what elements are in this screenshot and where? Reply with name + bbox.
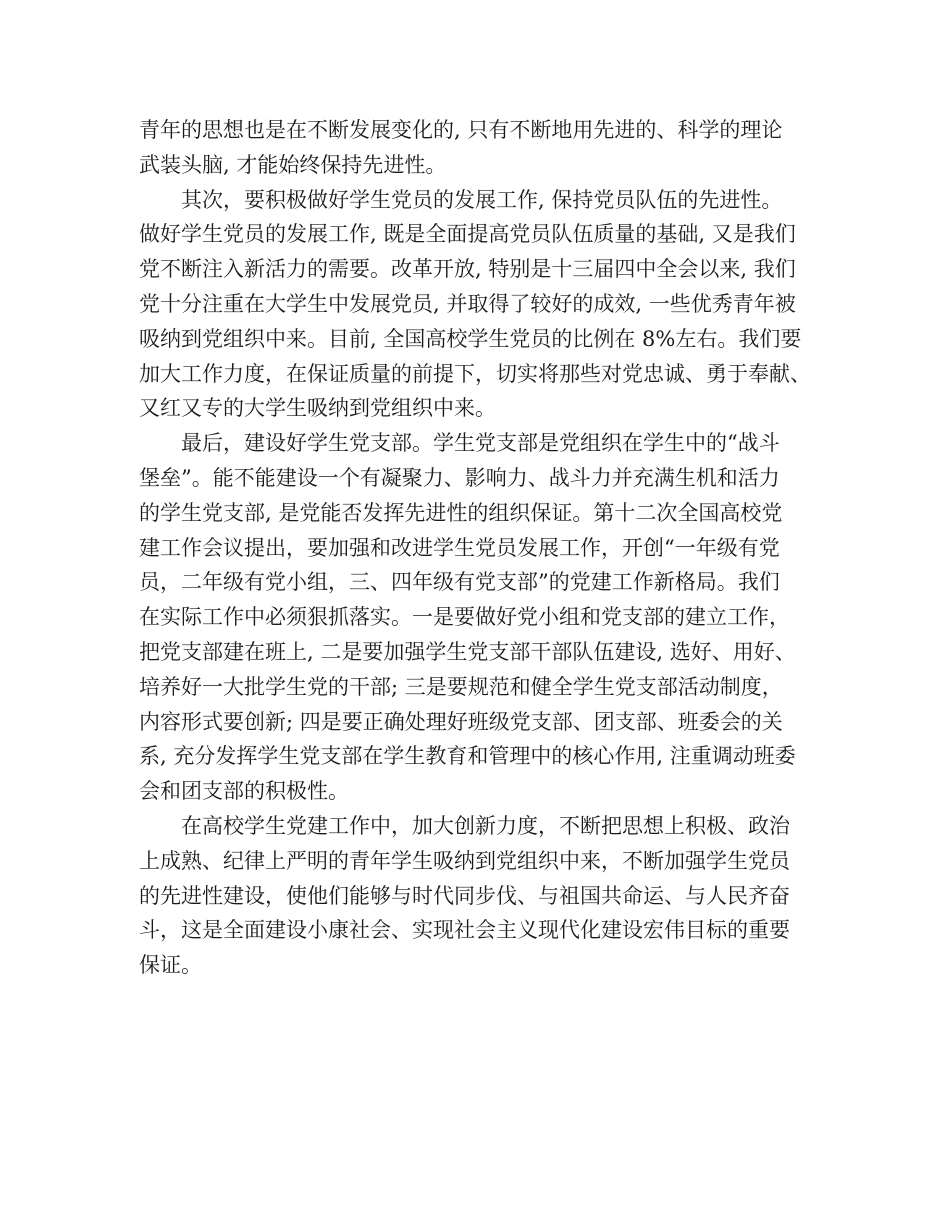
text-line: 又红又专的大学生吸纳到党组织中来。 — [139, 396, 496, 421]
text-line: 做好学生党员的发展工作, 既是全面提高党员队伍质量的基础, 又是我们 — [139, 222, 796, 247]
paragraph — [139, 113, 811, 183]
paragraph — [139, 426, 811, 809]
text-line: 的学生党支部, 是党能否发挥先进性的组织保证。第十二次全国高校党 — [139, 500, 783, 525]
text-line: 的先进性建设，使他们能够与时代同步伐、与祖国共命运、与人民齐奋 — [139, 883, 790, 908]
text-line: 上成熟、纪律上严明的青年学生吸纳到党组织中来，不断加强学生党员 — [139, 848, 790, 873]
text-line: 党不断注入新活力的需要。改革开放, 特别是十三届四中全会以来, 我们 — [139, 257, 796, 282]
document-body — [139, 113, 811, 983]
text-line: 武装头脑, 才能始终保持先进性。 — [139, 152, 447, 177]
text-line: 会和团支部的积极性。 — [139, 779, 349, 804]
text-line: 其次，要积极做好学生党员的发展工作, 保持党员队伍的先进性。 — [181, 187, 783, 212]
text-line: 青年的思想也是在不断发展变化的, 只有不断地用先进的、科学的理论 — [139, 118, 783, 142]
text-line: 党十分注重在大学生中发展党员, 并取得了较好的成效, 一些优秀青年被 — [139, 291, 796, 316]
text-line: 斗，这是全面建设小康社会、实现社会主义现代化建设宏伟目标的重要 — [139, 918, 790, 943]
paragraph — [139, 809, 811, 983]
text-line: 保证。 — [139, 953, 202, 978]
text-line: 把党支部建在班上, 二是要加强学生党支部干部队伍建设, 选好、用好、 — [139, 639, 796, 664]
text-line: 在高校学生党建工作中，加大创新力度，不断把思想上积极、政治 — [181, 813, 790, 838]
text-line: 最后，建设好学生党支部。学生党支部是党组织在学生中的“战斗 — [181, 431, 780, 456]
text-line: 建工作会议提出，要加强和改进学生党员发展工作，开创“一年级有党 — [139, 535, 780, 560]
text-line: 加大工作力度，在保证质量的前提下，切实将那些对党忠诚、勇于奉献、 — [139, 361, 811, 386]
text-line: 系, 充分发挥学生党支部在学生教育和管理中的核心作用, 注重调动班委 — [139, 744, 796, 769]
text-line: 吸纳到党组织中来。目前, 全国高校学生党员的比例在 8%左右。我们要 — [139, 326, 802, 351]
text-line: 内容形式要创新; 四是要正确处理好班级党支部、团支部、班委会的关 — [139, 709, 783, 734]
text-line: 培养好一大批学生党的干部; 三是要规范和健全学生党支部活动制度， — [139, 674, 783, 699]
paragraph — [139, 183, 811, 427]
text-line: 在实际工作中必须狠抓落实。一是要做好党小组和党支部的建立工作， — [139, 605, 790, 630]
text-line: 员，二年级有党小组，三、四年级有党支部”的党建工作新格局。我们 — [139, 570, 780, 595]
text-line: 堡垒”。能不能建设一个有凝聚力、影响力、战斗力并充满生机和活力 — [139, 465, 780, 490]
